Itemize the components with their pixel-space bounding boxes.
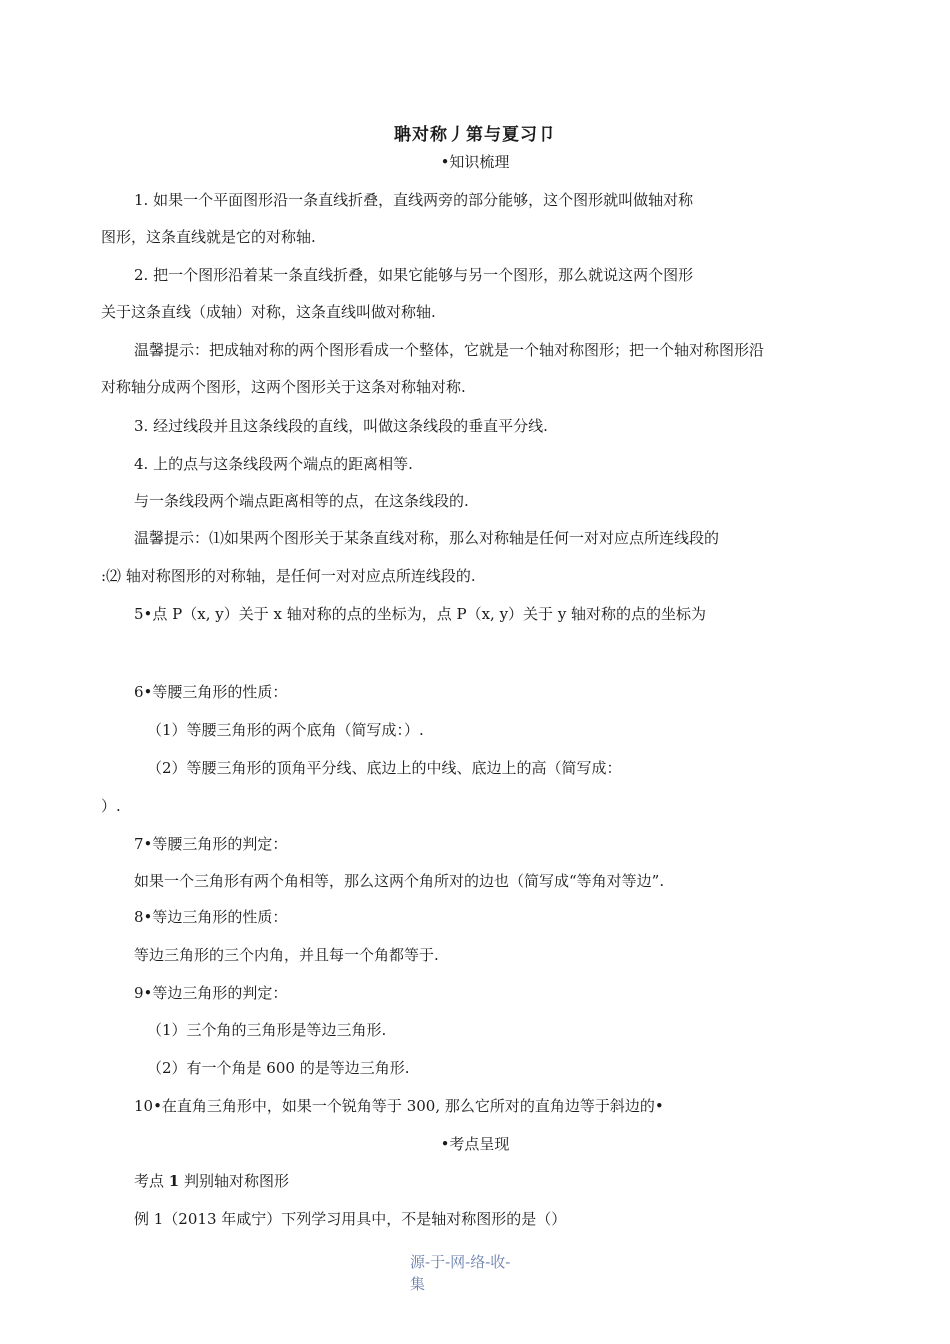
section-heading-exam-points: •考点呈现 <box>440 1135 510 1153</box>
exam-point-1-prefix: 考点 <box>134 1172 169 1190</box>
footer-watermark <box>410 1251 530 1295</box>
item-6-sub-2-end: ）. <box>101 797 121 815</box>
item-9-heading: 9•等边三角形的判定： <box>134 984 288 1002</box>
item-2-line-2: 关于这条直线（成轴）对称，这条直线叫做对称轴. <box>101 303 436 321</box>
tip-1-line-2: 对称轴分成两个图形，这两个图形关于这条对称轴对称. <box>101 378 466 396</box>
item-4-continued: 与一条线段两个端点距离相等的点，在这条线段的. <box>134 492 469 510</box>
example-1: 例 1（2013 年咸宁）下列学习用具中，不是轴对称图形的是（） <box>134 1210 567 1228</box>
tip-2-line-2: :⑵ 轴对称图形的对称轴，是任何一对对应点所连线段的. <box>101 567 476 585</box>
exam-point-1-title: 判别轴对称图形 <box>179 1172 289 1190</box>
item-1-line-2: 图形，这条直线就是它的对称轴. <box>101 228 316 246</box>
exam-point-1-number: 1 <box>168 1172 180 1190</box>
section-heading-knowledge: •知识梳理 <box>440 153 510 171</box>
item-4: 4. 上的点与这条线段两个端点的距离相等. <box>134 455 413 473</box>
item-7-text: 如果一个三角形有两个角相等，那么这两个角所对的边也（简写成“等角对等边”. <box>134 872 665 890</box>
tip-1-line-1: 温馨提示：把成轴对称的两个图形看成一个整体，它就是一个轴对称图形；把一个轴对称图形沿 <box>134 341 765 359</box>
item-8-text: 等边三角形的三个内角，并且每一个角都等于. <box>134 946 439 964</box>
item-8-heading: 8•等边三角形的性质： <box>134 908 288 926</box>
item-6-sub-1: （1）等腰三角形的两个底角（简写成：）. <box>147 721 424 739</box>
item-9-sub-1: （1）三个角的三角形是等边三角形. <box>147 1021 387 1039</box>
item-9-sub-2: （2）有一个角是 600 的是等边三角形. <box>147 1059 410 1077</box>
item-6-heading: 6•等腰三角形的性质： <box>134 683 288 701</box>
footer-line-1: 源-于-网-络-收- <box>410 1253 511 1271</box>
tip-2-line-1: 温馨提示：⑴如果两个图形关于某条直线对称，那么对称轴是任何一对对应点所连线段的 <box>134 529 720 547</box>
page-title: 聃对称丿第与夏习卩 <box>394 125 556 145</box>
item-3: 3. 经过线段并且这条线段的直线，叫做这条线段的垂直平分线. <box>134 417 548 435</box>
item-6-sub-2: （2）等腰三角形的顶角平分线、底边上的中线、底边上的高（简写成： <box>147 759 622 777</box>
item-7-heading: 7•等腰三角形的判定： <box>134 835 288 853</box>
item-2-line-1: 2. 把一个图形沿着某一条直线折叠，如果它能够与另一个图形，那么就说这两个图形 <box>134 266 694 284</box>
item-5: 5•点 P（x, y）关于 x 轴对称的点的坐标为，点 P（x, y）关于 y 轴对称的点的坐标为 <box>134 605 707 623</box>
item-1-line-1: 1. 如果一个平面图形沿一条直线折叠，直线两旁的部分能够，这个图形就叫做轴对称 <box>134 191 694 209</box>
item-10: 10•在直角三角形中，如果一个锐角等于 300, 那么它所对的直角边等于斜边的• <box>134 1097 664 1115</box>
exam-point-1-heading <box>134 1171 289 1191</box>
footer-line-2: 集 <box>410 1275 426 1293</box>
